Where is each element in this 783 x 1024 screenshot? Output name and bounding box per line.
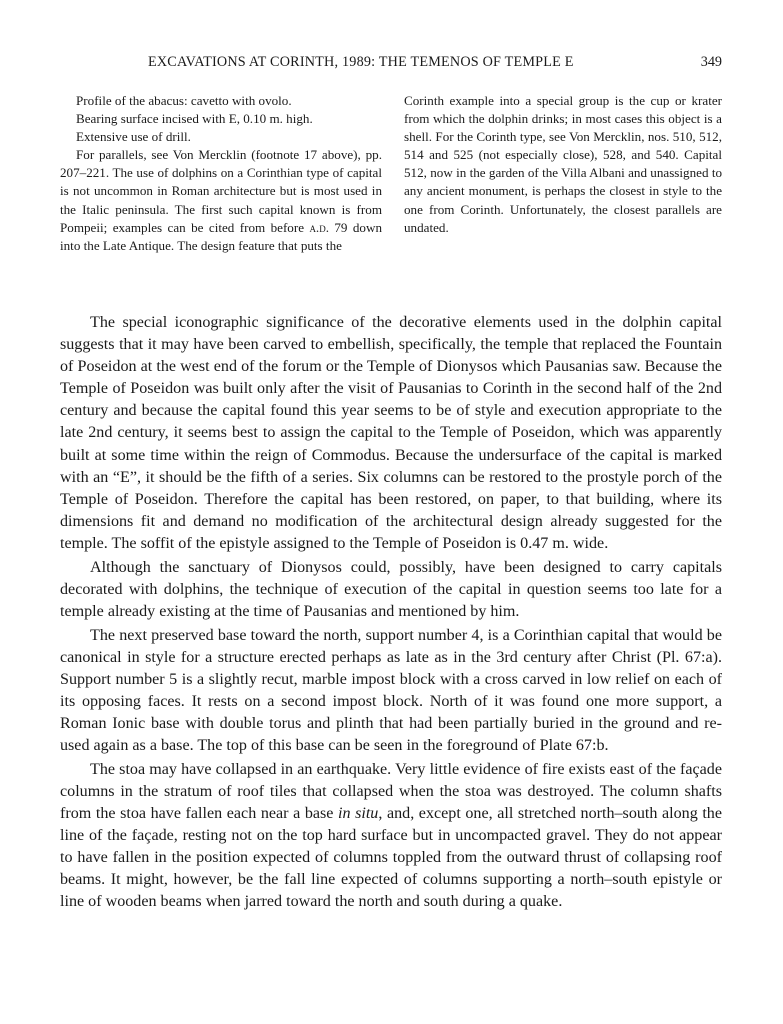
paragraph-3: The next preserved base toward the north, support number 4, is a Corinthian capital that would be canonical in style for a structure erected perhaps as late as in the 3rd century after Christ (Pl. 67:a). Support number 5 is a slightly recut, marble impost block with a cross carved in low relief on each of its opposing faces. It rests on a second impost block. North of it was found one more support, a Roman Ionic base with double torus and plinth that had been partially buried in the ground and re-used again as a base. The top of this base can be seen in the foreground of Plate 67:b. <box>60 626 722 754</box>
running-title: EXCAVATIONS AT CORINTH, 1989: THE TEMENOS OF TEMPLE E <box>148 54 574 70</box>
catalog-parallels <box>60 146 382 255</box>
paragraph-4-text-2: , and, except one, all stretched north–south along the line of the façade, resting not on the top hard surface but in uncompacted gravel. They do not appear to have fallen in the position expected of columns toppled from the outward thrust of collapsing roof beams. It might, however, be the fall line expected of columns supporting a north–south epistyle or line of wooden beams when jarred toward the north and south during a quake. <box>60 804 723 911</box>
catalog-parallels-ad: a.d. <box>309 219 329 235</box>
paragraph-1: The special iconographic significance of the decorative elements used in the dolphin capital suggests that it may have been carved to embellish, specifically, the temple that replaced the Fountain of Poseidon at the west end of the forum or the Temple of Dionysos which Pausanias saw. Because the Temple of Poseidon was built only after the visit of Pausanias to Corinth in the second half of the 2nd century and because the capital found this year seems to be of style and execution appropriate to the late 2nd century, it seems best to assign the capital to the Temple of Poseidon, which was apparently built at some time within the reign of Commodus. Because the undersurface of the capital is marked with an “E”, it should be the fifth of a series. Six columns can be restored to the prostyle porch of the Temple of Poseidon. Therefore the capital has been restored, on paper, to that building, where its dimensions fit and demand no modification of the architectural design already suggested for the temple. The soffit of the epistyle assigned to the Temple of Poseidon is 0.47 m. wide. <box>60 314 722 552</box>
main-text <box>60 312 722 913</box>
catalog-continuation: Corinth example into a special group is the cup or krater from which the dolphin drinks; in most cases this object is a shell. For the Corinth type, see Von Mercklin, nos. 510, 512, 514 and 525 (not especially close), 528, and 540. Capital 512, now in the garden of the Villa Albani and unassigned to any ancient monument, is perhaps the closest in style to the one from Corinth. Unfortunately, the closest parallels are undated. <box>404 93 722 235</box>
paragraph-4-text-1: The stoa may have collapsed in an earthquake. Very little evidence of fire exists east of the façade columns in the stratum of roof tiles that collapsed when the stoa was destroyed. The column shafts from the stoa have fallen each near a base <box>60 760 722 822</box>
catalog-parallels-text-1: For parallels, see Von Mercklin (footnote 17 above), pp. 207–221. The use of dolphins on a Corinthian type of capital is not uncommon in Roman architecture but is most used in the Italic peninsula. The first such capital known is from Pompeii; examples can be cited from before <box>60 147 382 235</box>
paragraph-4 <box>60 759 722 914</box>
catalog-drill: Extensive use of drill. <box>76 129 191 145</box>
paragraph-4-in-situ: in situ <box>338 804 379 822</box>
catalog-column-right <box>404 92 722 237</box>
page-number: 349 <box>700 54 722 70</box>
catalog-profile: Profile of the abacus: cavetto with ovolo. <box>76 93 292 108</box>
catalog-bearing-surface: Bearing surface incised with E, 0.10 m. high. <box>76 111 313 127</box>
running-header <box>60 54 722 74</box>
paragraph-2: Although the sanctuary of Dionysos could, possibly, have been designed to carry capitals decorated with dolphins, the technique of execution of the capital in question seems too late for a temple already existing at the time of Pausanias and mentioned by him. <box>60 558 722 620</box>
catalog-parallels-text-2: 79 down into the Late Antique. The design feature that puts the <box>60 219 382 253</box>
catalog-column-left <box>60 92 382 255</box>
